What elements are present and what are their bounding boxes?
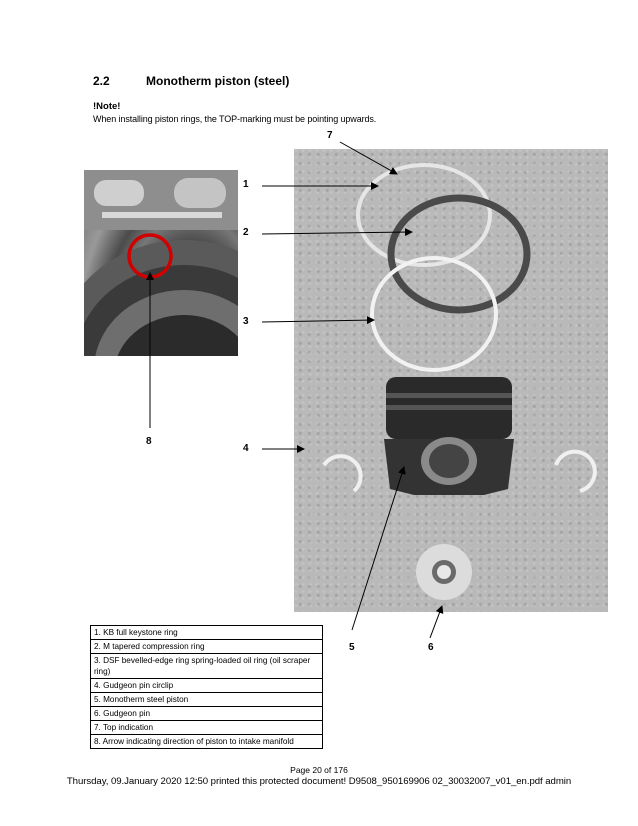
legend-item: 2. M tapered compression ring (91, 640, 323, 654)
legend-item: 3. DSF bevelled-edge ring spring-loaded oil ring (oil scraper ring) (91, 654, 323, 679)
legend-row (91, 626, 323, 640)
legend-row (91, 721, 323, 735)
callout-8: 8 (146, 436, 152, 447)
legend-row (91, 693, 323, 707)
note-heading: !Note! (93, 101, 121, 112)
note-text: When installing piston rings, the TOP-marking must be pointing upwards. (93, 114, 377, 124)
leader-5 (352, 467, 404, 630)
leader-2 (262, 232, 412, 234)
print-footer: Thursday, 09.January 2020 12:50 printed this protected document! D9508_950169906 02_30032007_v01_en.pdf admin (66, 776, 572, 787)
section-title: Monotherm piston (steel) (146, 74, 290, 88)
legend-row (91, 735, 323, 749)
callout-6: 6 (428, 642, 434, 653)
callout-7: 7 (327, 130, 333, 141)
legend-row (91, 707, 323, 721)
legend-item: 1. KB full keystone ring (91, 626, 323, 640)
legend-item: 6. Gudgeon pin (91, 707, 323, 721)
legend-item: 7. Top indication (91, 721, 323, 735)
leader-3 (262, 320, 374, 322)
callout-2: 2 (243, 227, 249, 238)
legend-item: 5. Monotherm steel piston (91, 693, 323, 707)
legend-row (91, 654, 323, 679)
section-number: 2.2 (93, 74, 110, 88)
leader-7 (340, 142, 397, 174)
callout-5: 5 (349, 642, 355, 653)
legend-table (90, 625, 323, 749)
callout-3: 3 (243, 316, 249, 327)
callout-1: 1 (243, 179, 249, 190)
leader-6 (430, 606, 442, 638)
legend-item: 4. Gudgeon pin circlip (91, 679, 323, 693)
page-number: Page 20 of 176 (290, 765, 348, 775)
legend-row (91, 679, 323, 693)
callout-4: 4 (243, 443, 249, 454)
legend-item: 8. Arrow indicating direction of piston to intake manifold (91, 735, 323, 749)
legend-row (91, 640, 323, 654)
